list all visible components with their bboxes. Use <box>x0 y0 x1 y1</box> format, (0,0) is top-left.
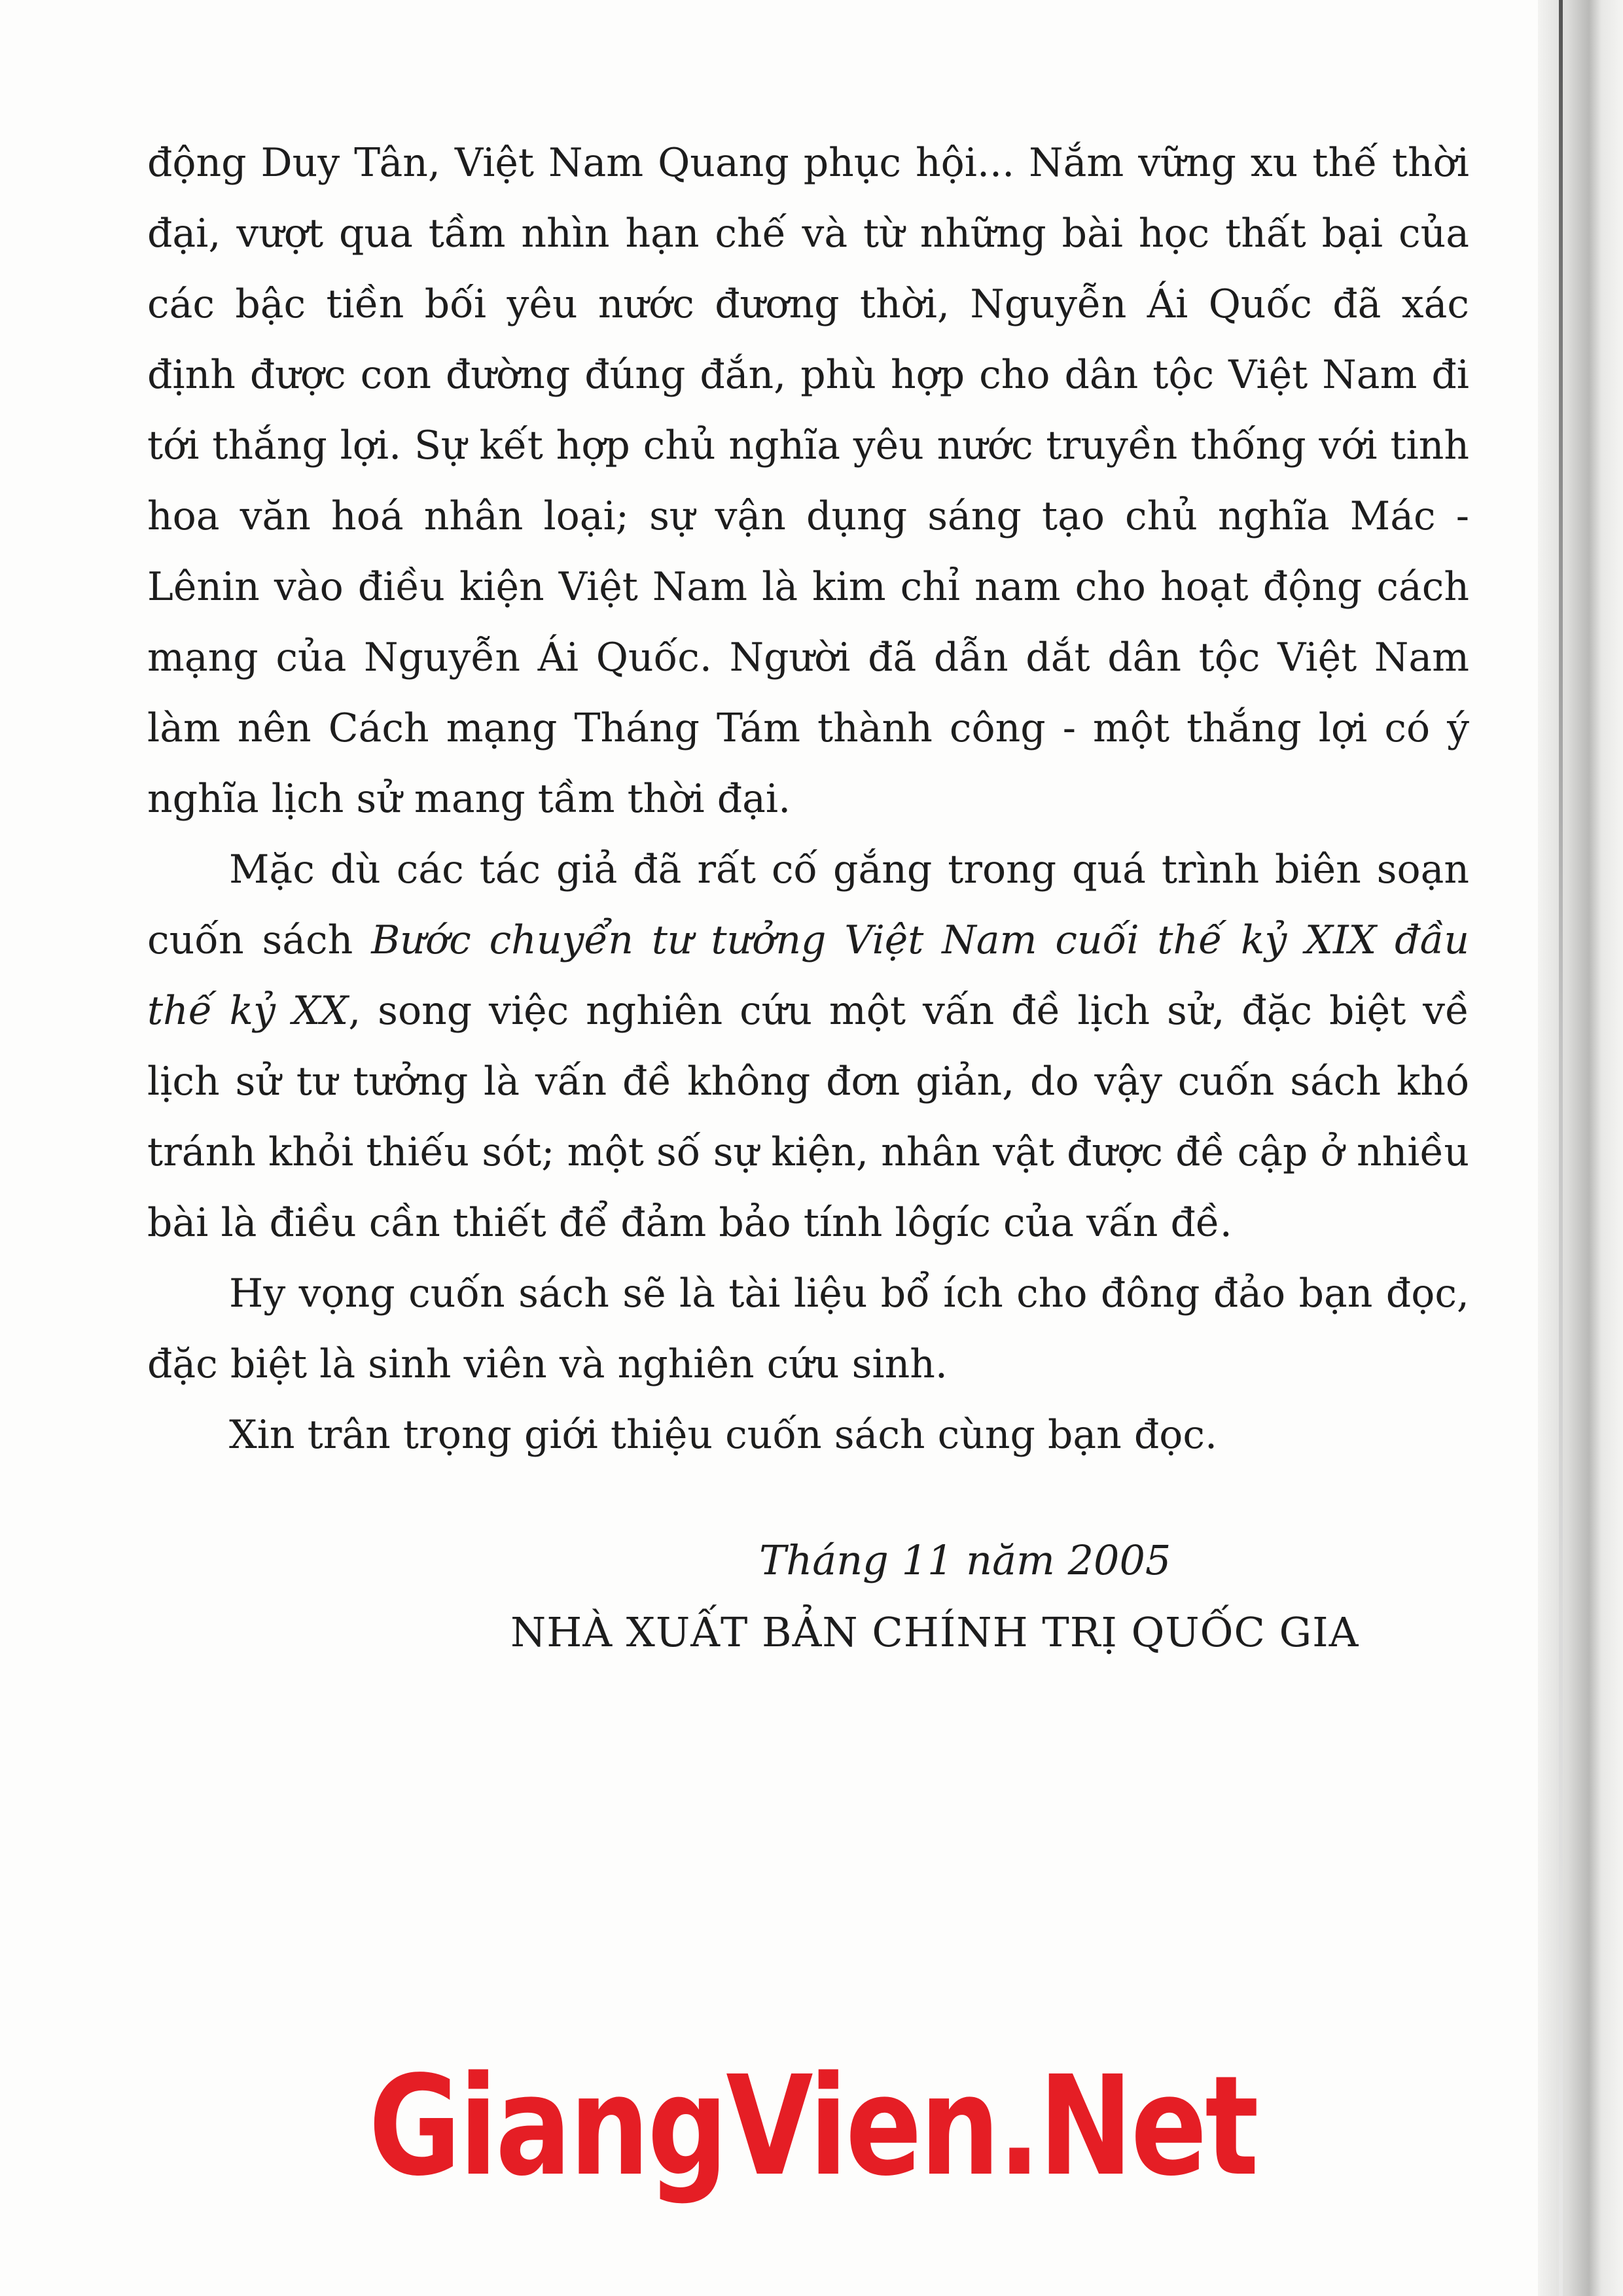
paragraph-hope: Hy vọng cuốn sách sẽ là tài liệu bổ ích cho đông đảo bạn đọc, đặc biệt là sinh viên và nghiên cứu sinh. <box>147 1271 1469 1387</box>
watermark-logo: GiangVien.Net <box>368 2046 1257 2206</box>
book-title: Bước chuyển tư tưởng Việt Nam cuối thế kỷ XIX đầu thế kỷ XX <box>147 917 1469 1034</box>
paragraph-authors-note <box>147 834 1469 1258</box>
paragraph-introduction: Xin trân trọng giới thiệu cuốn sách cùng bạn đọc. <box>229 1412 1218 1458</box>
paragraph-authors-note-lead: Mặc dù các tác giả đã rất cố gắng trong quá trình biên soạn cuốn sách <box>147 847 1469 963</box>
signature-publisher: NHÀ XUẤT BẢN CHÍNH TRỊ QUỐC GIA <box>510 1608 1359 1656</box>
signature-block <box>510 1525 1427 1669</box>
book-spine-edge <box>1559 0 1563 2296</box>
signature-date: Tháng 11 năm 2005 <box>759 1536 1171 1584</box>
page-body <box>147 128 1469 1470</box>
book-gutter-shadow <box>1538 0 1623 2296</box>
paragraph-authors-note-rest: , song việc nghiên cứu một vấn đề lịch sử, đặc biệt về lịch sử tư tưởng là vấn đề không đơn giản, do vậy cuốn sách khó tránh khỏi thiếu sót; một số sự kiện, nhân vật được đề cập ở nhiều bài là điều cần thiết để đảm bảo tính lôgíc của vấn đề. <box>147 988 1469 1246</box>
paragraph-continuation: động Duy Tân, Việt Nam Quang phục hội... Nắm vững xu thế thời đại, vượt qua tầm nhìn hạn chế và từ những bài học thất bại của các bậc tiền bối yêu nước đương thời, Nguyễn Ái Quốc đã xác định được con đường đúng đắn, phù hợp cho dân tộc Việt Nam đi tới thắng lợi. Sự kết hợp chủ nghĩa yêu nước truyền thống với tinh hoa văn hoá nhân loại; sự vận dụng sáng tạo chủ nghĩa Mác - Lênin vào điều kiện Việt Nam là kim chỉ nam cho hoạt động cách mạng của Nguyễn Ái Quốc. Người đã dẫn dắt dân tộc Việt Nam làm nên Cách mạng Tháng Tám thành công - một thắng lợi có ý nghĩa lịch sử mang tầm thời đại. <box>147 140 1469 822</box>
